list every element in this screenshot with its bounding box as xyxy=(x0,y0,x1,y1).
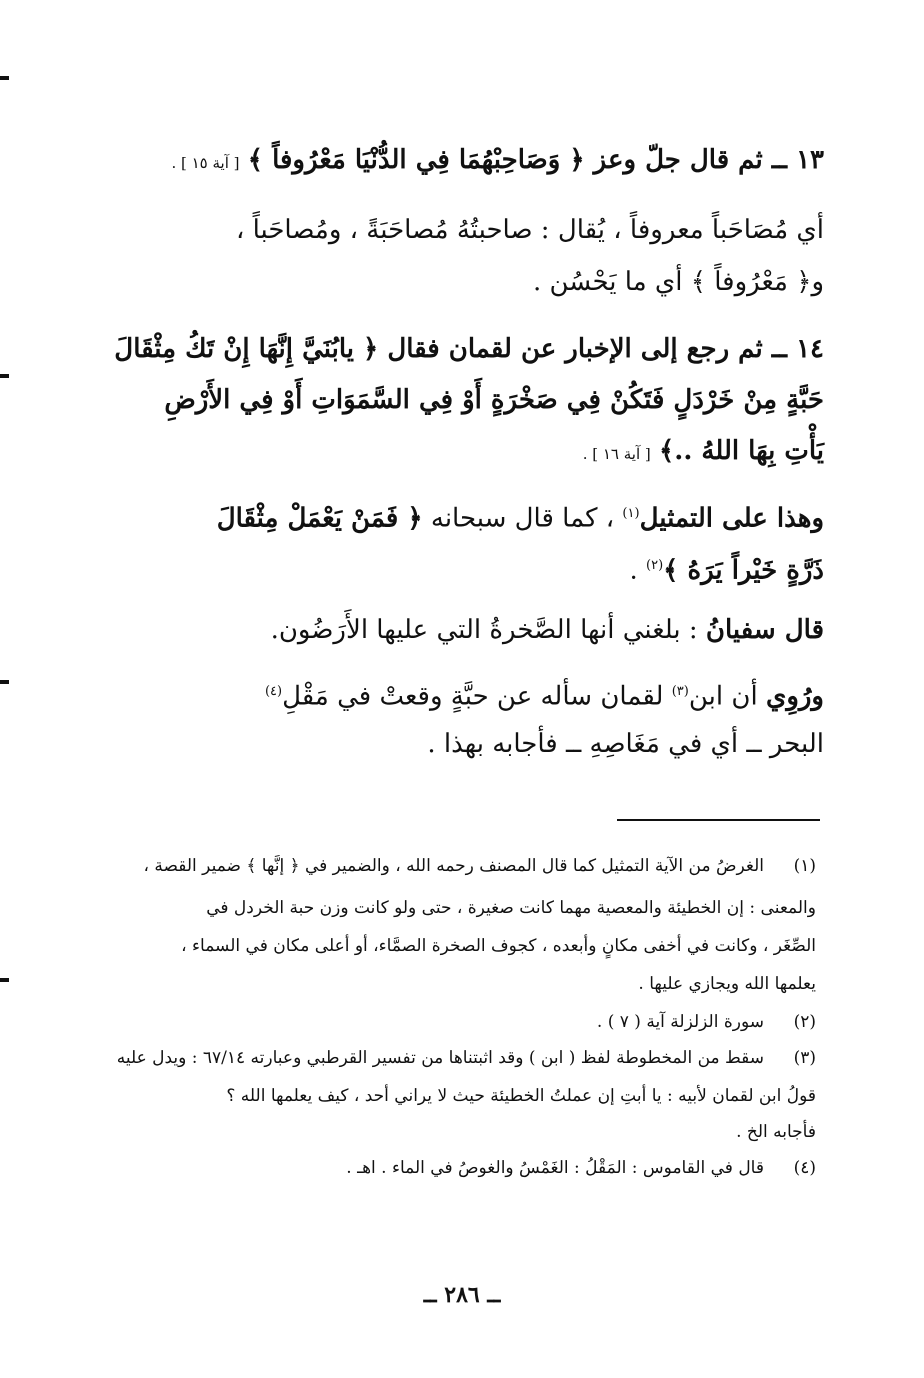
footnote-1-line: يعلمها الله ويجازي عليها . xyxy=(638,974,816,994)
sufyan-line xyxy=(144,608,824,652)
footnote-ref: (٢) xyxy=(646,558,664,573)
explanation-text: أي مُصَاحَباً معروفاً ، يُقال : صاحبتُهُ مُصاحَبَةً ، ومُصاحَباً ، xyxy=(235,215,824,245)
footnote-ref: (١) xyxy=(622,506,640,521)
footnote-1-line: الغرضُ من الآية التمثيل كما قال المصنف رحمه الله ، والضمير في ﴿ إنَّها ﴾ ضمير القصة ، xyxy=(143,856,764,876)
tamthil-line-2 xyxy=(144,544,824,593)
margin-mark xyxy=(0,978,9,982)
footnote-3-line: سقط من المخطوطة لفظ ( ابن ) وقد اثبتناها من تفسير القرطبي وعبارته ٦٧/١٤ : ويدل عليه xyxy=(116,1048,764,1068)
verse-14-line-1 xyxy=(114,327,824,371)
footnote-3-line: قولُ ابن لقمان لأبيه : يا أبتِ إن عملتُ الخطيئة حيث لا يراني أحد ، كيف يعلمها الله ؟ xyxy=(226,1086,816,1106)
ruwiya-text: أن ابن xyxy=(688,681,758,712)
tamthil-heading: وهذا على التمثيل xyxy=(639,503,824,534)
margin-mark xyxy=(0,680,9,684)
ruwiya-line-1 xyxy=(144,670,824,719)
footnote-4-line: قال في القاموس : المَقْلُ : الغَمْسُ والغوصُ في الماء . اهـ . xyxy=(346,1158,764,1178)
verse-13-line xyxy=(144,138,824,185)
explanation-13-line-1 xyxy=(144,208,824,252)
ruwiya-text: لقمان سأله عن حبَّةٍ وقعتْ في مَقْلِ xyxy=(282,681,664,712)
footnote-separator xyxy=(617,819,820,821)
explanation-text: و﴿ مَعْرُوفاً ﴾ أي ما يَحْسُن . xyxy=(532,267,824,297)
footnote-3-line: فأجابه الخ . xyxy=(736,1122,816,1142)
verse-14-line-3 xyxy=(144,429,824,476)
sufyan-heading: قال سفيانُ xyxy=(705,615,824,645)
ruwiya-text: البحر ــ أي في مَغَاصِهِ ــ فأجابه بهذا . xyxy=(427,729,824,759)
tamthil-text: ، كما قال سبحانه xyxy=(430,503,615,534)
margin-mark xyxy=(0,374,9,378)
tamthil-text: . xyxy=(629,555,638,586)
footnote-number: (١) xyxy=(793,856,816,876)
ruwiya-line-2 xyxy=(144,722,824,766)
page-number: ــ ٢٨٦ ــ xyxy=(423,1282,501,1308)
footnote-ref: (٣) xyxy=(671,684,689,699)
footnote-number: (٤) xyxy=(793,1158,816,1178)
tamthil-line-1 xyxy=(144,492,824,541)
verse-14-text: يَأْتِ بِهَا اللهُ ..﴾ xyxy=(659,436,824,466)
explanation-13-line-2 xyxy=(144,260,824,304)
footnote-ref: (٤) xyxy=(264,684,283,699)
quran-quote: ﴿ فَمَنْ يَعْمَلْ مِثْقَالَ xyxy=(216,503,423,534)
quran-quote: ذَرَّةٍ خَيْراً يَرَهُ ﴾ xyxy=(663,555,824,586)
sufyan-text: : بلغني أنها الصَّخرةُ التي عليها الأَرَضُون. xyxy=(270,615,698,645)
footnote-number: (٣) xyxy=(793,1048,816,1068)
footnote-number: (٢) xyxy=(793,1012,816,1032)
verse-14-text: ١٤ ــ ثم رجع إلى الإخبار عن لقمان فقال ﴿ يابُنَيَّ إِنَّهَا إِنْ تَكُ مِثْقَالَ xyxy=(114,334,824,364)
footnote-2-line: سورة الزلزلة آية ( ٧ ) . xyxy=(596,1012,764,1032)
verse-14-text: حَبَّةٍ مِنْ خَرْدَلٍ فَتَكُنْ فِي صَخْرَةٍ أَوْ فِي السَّمَوَاتِ أَوْ فِي الأَرْضِ xyxy=(164,385,824,415)
footnote-1-line: الصِّغَر ، وكانت في أخفى مكانٍ وأبعده ، كجوف الصخرة الصمَّاء، أو أعلى مكان في السماء ، xyxy=(181,936,816,956)
ruwiya-heading: ورُوِي xyxy=(765,681,824,712)
footnote-1-line: والمعنى : إن الخطيئة والمعصية مهما كانت صغيرة ، حتى ولو كانت وزن حبة الخردل في xyxy=(206,898,816,918)
ayah-ref: [ آية ١٥ ] . xyxy=(171,154,240,172)
verse-13-text: ١٣ ــ ثم قال جلّ وعز ﴿ وَصَاحِبْهُمَا فِي الدُّنْيَا مَعْرُوفاً ﴾ xyxy=(247,145,824,175)
ayah-ref: [ آية ١٦ ] . xyxy=(582,445,651,463)
margin-mark xyxy=(0,76,9,80)
verse-14-line-2 xyxy=(144,378,824,422)
